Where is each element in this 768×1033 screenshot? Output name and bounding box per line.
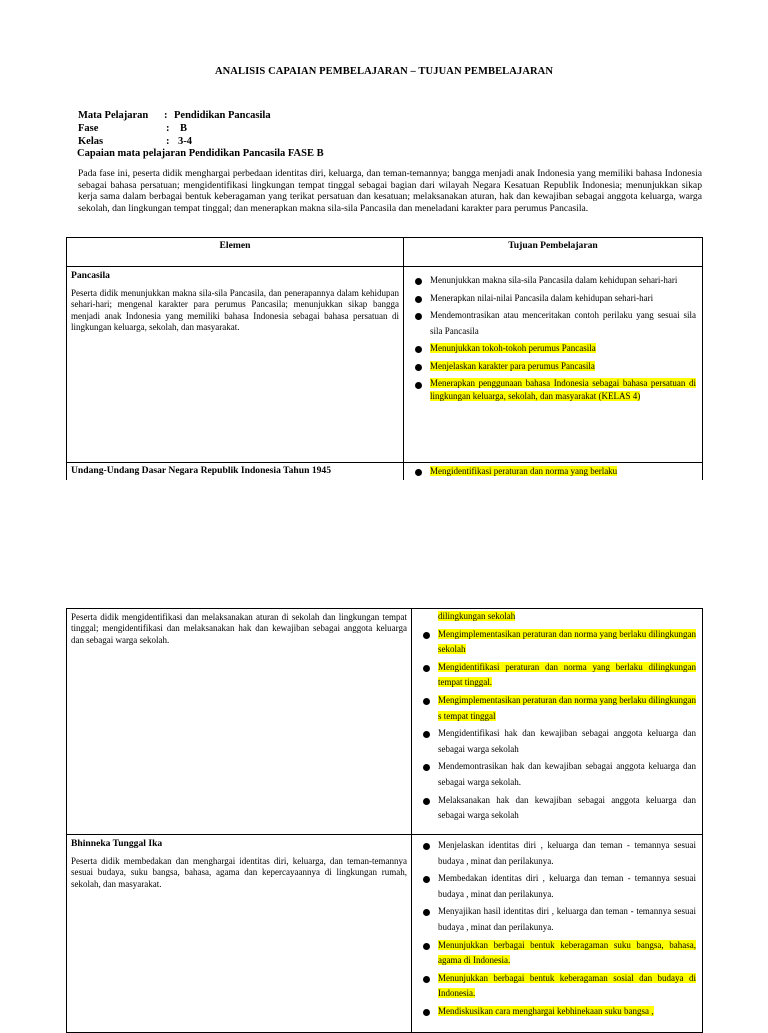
list-item: Menunjukkan tokoh-tokoh perumus Pancasila: [412, 341, 696, 357]
elemen-cell: [67, 835, 412, 1033]
list-item: Menjelaskan karakter para perumus Pancasila: [412, 359, 696, 375]
bullet-icon: [415, 278, 422, 285]
page-break: [0, 480, 768, 606]
bullet-icon: [423, 632, 430, 639]
elemen-title: Bhinneka Tunggal Ika: [71, 838, 163, 849]
list-item: Menerapkan penggunaan bahasa Indonesia sebagai bahasa persatuan di lingkungan keluarga, sekolah, dan masyarakat (KELAS 4): [412, 377, 696, 404]
table-row-pancasila: [67, 267, 703, 463]
info-separator: :: [166, 136, 170, 147]
info-row-phase: [78, 122, 271, 135]
list-item: Mendemontrasikan atau menceritakan contoh perilaku yang sesuai sila sila Pancasila: [412, 308, 696, 339]
elemen-description: Peserta didik menunjukkan makna sila-sila Pancasila, dan penerapannya dalam kehidupan sehari-hari; mengenal karakter para perumus Pancasila; menunjukkan sikap bangga menjadi anak Indonesia yang memiliki bahasa Indonesia sebagai bahasa persatuan di lingkungan keluarga, sekolah, dan masyarakat.: [71, 288, 399, 333]
document-title: ANALISIS CAPAIAN PEMBELAJARAN – TUJUAN PEMBELAJARAN: [214, 66, 554, 77]
list-item: Mengimplementasikan peraturan dan norma yang berlaku dilingkungan s tempat tinggal: [420, 693, 696, 724]
bullet-icon: [423, 843, 430, 850]
analysis-table-continued: [66, 608, 703, 1033]
list-item: Menunjukkan berbagai bentuk keberagaman suku bangsa, bahasa, agama di Indonesia.: [420, 938, 696, 969]
info-separator: :: [164, 110, 168, 121]
info-label: Mata Pelajaran: [78, 110, 149, 121]
tujuan-list: [412, 464, 696, 480]
bullet-icon: [423, 731, 430, 738]
info-value: Pendidikan Pancasila: [174, 110, 271, 121]
elemen-cell: [67, 609, 412, 835]
list-item: Membedakan identitas diri , keluarga dan teman - temannya sesuai budaya , minat dan perilakunya.: [420, 871, 696, 902]
list-item: Mengidentifikasi peraturan dan norma yang berlaku dilingkungan tempat tinggal.: [420, 660, 696, 691]
list-item: Mengidentifikasi hak dan kewajiban sebagai anggota keluarga dan sebagai warga sekolah: [420, 726, 696, 757]
elemen-title: Undang-Undang Dasar Negara Republik Indonesia Tahun 1945: [71, 465, 332, 476]
info-row-subject: [78, 109, 271, 122]
bullet-icon: [423, 909, 430, 916]
tujuan-list: [412, 273, 696, 404]
elemen-cell: [67, 267, 404, 463]
page-2: [0, 606, 768, 1024]
bullet-icon: [423, 1009, 430, 1016]
list-item: Menyajikan hasil identitas diri , keluarga dan teman - temannya sesuai budaya , minat dan perilakunya.: [420, 904, 696, 935]
info-label: Fase: [78, 123, 99, 134]
bullet-icon: [415, 296, 422, 303]
info-label: Kelas: [78, 136, 104, 147]
tujuan-list: [420, 609, 696, 824]
info-value: B: [180, 123, 188, 134]
info-value: 3-4: [178, 136, 192, 147]
elemen-title: Pancasila: [71, 270, 110, 281]
bullet-icon: [415, 313, 422, 320]
list-item: Mengidentifikasi peraturan dan norma yang berlaku: [412, 464, 696, 480]
tujuan-cell: [404, 267, 703, 463]
bullet-icon: [415, 469, 422, 476]
info-separator: :: [166, 123, 170, 134]
bullet-icon: [423, 976, 430, 983]
header-elemen: Elemen: [67, 238, 404, 267]
bullet-icon: [423, 665, 430, 672]
list-item: Menjelaskan identitas diri , keluarga dan teman - temannya sesuai budaya , minat dan perilakunya.: [420, 838, 696, 869]
tujuan-cell: [412, 835, 703, 1033]
table-row-bhinneka: [67, 835, 703, 1033]
table-row-uud-continued: [67, 609, 703, 835]
list-item: Mendiskusikan cara menghargai kebhinekaan suku bangsa ,: [420, 1004, 696, 1020]
list-item: Mendemontrasikan hak dan kewajiban sebagai anggota keluarga dan sebagai warga sekolah.: [420, 759, 696, 790]
elemen-description: Peserta didik mengidentifikasi dan melaksanakan aturan di sekolah dan lingkungan tempat tinggal; mengidentifikasi dan melaksanakan hak dan kewajiban sebagai anggota keluarga dan sebagai warga sekolah.: [71, 612, 407, 645]
bullet-icon: [415, 382, 422, 389]
list-item-continued: dilingkungan sekolah: [438, 611, 516, 621]
bullet-icon: [423, 876, 430, 883]
list-item: Mengimplementasikan peraturan dan norma yang berlaku dilingkungan sekolah: [420, 627, 696, 658]
subject-info: [78, 109, 271, 148]
bullet-icon: [423, 798, 430, 805]
header-tujuan: Tujuan Pembelajaran: [404, 238, 703, 267]
bullet-icon: [415, 364, 422, 371]
list-item: Melaksanakan hak dan kewajiban sebagai anggota keluarga dan sebagai warga sekolah: [420, 793, 696, 824]
tujuan-list: [420, 838, 696, 1020]
analysis-table: [66, 237, 703, 486]
list-item: Menerapkan nilai-nilai Pancasila dalam kehidupan sehari-hari: [412, 291, 696, 307]
cp-description: Pada fase ini, peserta didik menghargai perbedaan identitas diri, keluarga, dan teman-temannya; bangga menjadi anak Indonesia yang memiliki bahasa Indonesia sebagai bahasa persatuan; mengidentifikasi lingkungan tempat tinggal sebagai bagian dari wilayah Negara Kesatuan Republik Indonesia; menunjukkan sikap kerja sama dalam berbagai bentuk keberagaman yang terikat persatuan dan kesatuan; melaksanakan aturan, hak dan kewajiban sebagai anggota keluarga, warga sekolah, dan lingkungan tempat tinggal; dan menerapkan makna sila-sila Pancasila dan meneladani karakter para perumus Pancasila.: [78, 168, 702, 214]
bullet-icon: [423, 764, 430, 771]
tujuan-cell: [412, 609, 703, 835]
list-item: Menunjukkan berbagai bentuk keberagaman sosial dan budaya di Indonesia.: [420, 971, 696, 1002]
elemen-description: Peserta didik membedakan dan menghargai identitas diri, keluarga, dan teman-temannya sesuai budaya, suku bangsa, bahasa, agama dan kepercayaannya di lingkungan rumah, sekolah, dan masyarakat.: [71, 856, 407, 889]
bullet-icon: [423, 943, 430, 950]
list-item: Menunjukkan makna sila-sila Pancasila dalam kehidupan sehari-hari: [412, 273, 696, 289]
table-header-row: [67, 238, 703, 267]
info-row-class: [78, 135, 271, 148]
page-1: [0, 0, 768, 480]
bullet-icon: [423, 698, 430, 705]
bullet-icon: [415, 346, 422, 353]
cp-title: Capaian mata pelajaran Pendidikan Pancasila FASE B: [77, 148, 324, 159]
